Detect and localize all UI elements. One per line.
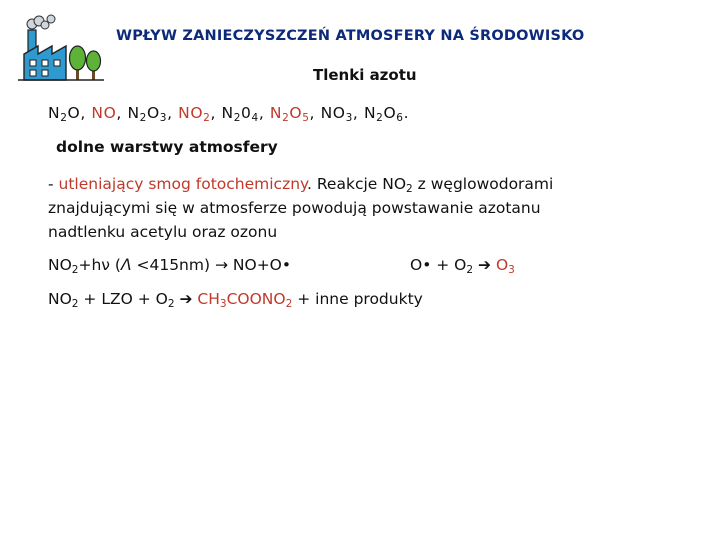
oxide-subscript: 2 bbox=[376, 112, 384, 125]
oxide-subscript: 2 bbox=[233, 112, 242, 125]
oxide-subscript: 3 bbox=[159, 112, 168, 125]
oxide-subscript: 2 bbox=[139, 112, 147, 125]
paragraph-rest-line1: z węglowodorami bbox=[412, 175, 554, 193]
oxide-formula bbox=[91, 104, 116, 122]
page-subtitle: Tlenki azotu bbox=[313, 66, 417, 84]
arrow-icon: ➔ bbox=[473, 256, 496, 274]
equation-ozone bbox=[410, 256, 515, 277]
arrow-icon: ➔ bbox=[174, 290, 198, 308]
paragraph-after-highlight: . Reakcje NO bbox=[307, 175, 407, 193]
oxide-separator: , bbox=[116, 104, 128, 122]
eq3-product-b-sub: 2 bbox=[285, 298, 293, 311]
oxide-symbol: O bbox=[383, 104, 397, 122]
eq3-middle-sub: 2 bbox=[167, 298, 175, 311]
oxide-symbol: N bbox=[127, 104, 140, 122]
oxide-formula bbox=[127, 104, 168, 125]
oxide-formula bbox=[221, 104, 259, 125]
oxide-subscript: 2 bbox=[203, 112, 211, 125]
oxide-formula bbox=[320, 104, 353, 125]
eq2-product: O bbox=[495, 256, 509, 274]
oxide-subscript: 6 bbox=[396, 112, 404, 125]
oxide-formula bbox=[48, 104, 81, 125]
oxides-list bbox=[48, 104, 410, 125]
oxide-symbol: O bbox=[289, 104, 303, 122]
oxide-symbol: NO bbox=[178, 104, 204, 122]
paragraph-sub: 2 bbox=[406, 183, 413, 196]
eq3-product-b: COONO bbox=[226, 290, 286, 308]
oxide-subscript: 2 bbox=[282, 112, 290, 125]
oxide-subscript: 4 bbox=[251, 112, 259, 125]
oxide-subscript: 5 bbox=[302, 112, 310, 125]
oxide-separator: , bbox=[352, 104, 364, 122]
oxide-separator: . bbox=[403, 104, 410, 122]
oxide-symbol: O bbox=[146, 104, 160, 122]
oxide-separator: , bbox=[258, 104, 270, 122]
paragraph-line2: znajdującymi się w atmosferze powodują powstawanie azotanu bbox=[48, 199, 541, 217]
eq3-middle: + LZO + O bbox=[78, 290, 168, 308]
oxide-separator: , bbox=[80, 104, 92, 122]
paragraph-dash: - bbox=[48, 175, 59, 193]
eq1-products: NO+O• bbox=[227, 256, 292, 274]
oxide-separator: , bbox=[309, 104, 321, 122]
oxide-separator: , bbox=[210, 104, 222, 122]
paragraph-line3: nadtlenku acetylu oraz ozonu bbox=[48, 223, 278, 241]
eq2-plus: + O bbox=[431, 256, 467, 274]
oxide-separator: , bbox=[167, 104, 179, 122]
paragraph-highlight: utleniający smog fotochemiczny bbox=[58, 175, 307, 193]
section-heading: dolne warstwy atmosfery bbox=[56, 138, 278, 156]
eq2-product-sub: 3 bbox=[508, 264, 515, 277]
equation-pan bbox=[48, 290, 423, 311]
oxide-symbol: NO bbox=[320, 104, 346, 122]
oxide-formula bbox=[178, 104, 211, 125]
oxide-subscript: 2 bbox=[60, 112, 68, 125]
oxide-symbol: NO bbox=[91, 104, 117, 122]
eq3-product-a-sub: 3 bbox=[219, 298, 227, 311]
oxide-symbol: O bbox=[67, 104, 81, 122]
oxide-formula bbox=[363, 104, 404, 125]
oxide-symbol: N bbox=[363, 104, 377, 122]
paragraph bbox=[48, 172, 708, 244]
eq1-left: NO bbox=[48, 256, 72, 274]
oxide-symbol: N bbox=[269, 104, 283, 122]
oxide-symbol: N bbox=[221, 104, 234, 122]
oxide-symbol: 0 bbox=[241, 104, 252, 122]
oxide-symbol: N bbox=[48, 104, 61, 122]
eq1-lambda: Λ bbox=[120, 256, 132, 274]
factory-pollution-icon bbox=[14, 14, 108, 88]
oxide-subscript: 3 bbox=[345, 112, 353, 125]
eq3-tail: + inne produkty bbox=[292, 290, 423, 308]
eq1-left-sub: 2 bbox=[71, 264, 79, 277]
oxide-formula bbox=[269, 104, 310, 125]
eq3-reactant: NO bbox=[48, 290, 72, 308]
eq2-reactant: O• bbox=[410, 256, 432, 274]
eq2-sub: 2 bbox=[466, 264, 474, 277]
equation-photolysis bbox=[48, 256, 292, 277]
eq1-plus-hv: +hν ( bbox=[78, 256, 121, 274]
page-title: WPŁYW ZANIECZYSZCZEŃ ATMOSFERY NA ŚRODOWISKO bbox=[116, 28, 585, 44]
eq3-reactant-sub: 2 bbox=[71, 298, 79, 311]
arrow-icon: → bbox=[214, 256, 228, 274]
eq3-product-a: CH bbox=[197, 290, 220, 308]
eq1-condition: <415nm) bbox=[131, 256, 215, 274]
